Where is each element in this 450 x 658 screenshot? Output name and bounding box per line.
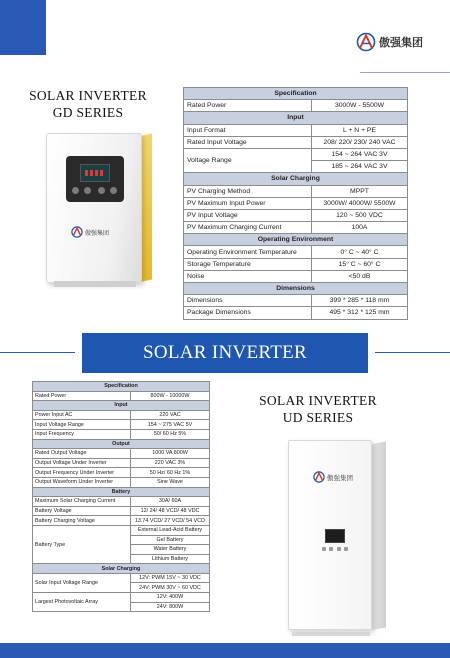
row-value: 50/ 60 Hz 5% [131, 429, 210, 439]
table-row [33, 458, 210, 468]
row-label: Battery Type [33, 525, 131, 563]
brand-name: 傲强集团 [379, 36, 423, 49]
row-value: Gel Battery [131, 535, 210, 545]
row-value: 185 ~ 264 VAC 3V [312, 161, 408, 173]
row-value: 208/ 220/ 230/ 240 VAC [312, 136, 408, 148]
table-row [184, 258, 408, 270]
table-row [33, 449, 210, 459]
gd-series-title [28, 87, 148, 121]
gd-spec-table [183, 87, 408, 320]
ud-title-line1: SOLAR INVERTER [259, 393, 377, 408]
row-value: 0° C ~ 40° C [312, 246, 408, 258]
row-label: Storage Temperature [184, 258, 312, 270]
banner-rule-left [0, 352, 75, 353]
row-value: 24V: PWM 30V ~ 60 VDC [131, 583, 210, 593]
ud-buttons [322, 547, 348, 551]
table-row [33, 497, 210, 507]
row-value: 3000W - 5500W [312, 100, 408, 112]
ud-base [292, 632, 370, 636]
gd-logo-icon [71, 226, 83, 238]
gd-base [54, 281, 136, 287]
row-value: 220 VAC 3% [131, 458, 210, 468]
row-label: Package Dimensions [184, 307, 312, 319]
table-row [33, 477, 210, 487]
row-value: 154 ~ 264 VAC 3V [312, 148, 408, 160]
footer-band [0, 643, 450, 658]
row-value: <50 dB [312, 270, 408, 282]
row-value: 12/ 24/ 48 VCD/ 48 VDC [131, 506, 210, 516]
ud-spec-table [32, 381, 210, 612]
row-label: Power Input AC [33, 410, 131, 420]
ud-display [325, 529, 345, 543]
row-label: Input Format [184, 124, 312, 136]
row-label: Output Waveform Under Inverter [33, 477, 131, 487]
row-value: 50 Hz/ 60 Hz 1% [131, 468, 210, 478]
corner-accent-block [0, 0, 46, 55]
brand-logo [356, 32, 423, 52]
table-row [184, 124, 408, 136]
row-value: 100A [312, 222, 408, 234]
row-label: Battery Voltage [33, 506, 131, 516]
table-row [33, 391, 210, 401]
table-row [33, 516, 210, 526]
table-row [184, 185, 408, 197]
row-label: Solar Input Voltage Range [33, 573, 131, 592]
table-row [184, 246, 408, 258]
spec-header-dimensions: Dimensions [184, 283, 408, 295]
table-row [184, 136, 408, 148]
table-row [33, 506, 210, 516]
spec-header-input: Input [33, 401, 210, 411]
row-value: 12V: PWM 15V ~ 30 VDC [131, 573, 210, 583]
row-value: 12V: 400W [131, 593, 210, 603]
row-value: 1000 VA 800W [131, 449, 210, 459]
gd-title-line2: GD SERIES [52, 105, 124, 120]
table-row [184, 209, 408, 221]
row-value: 399 * 285 * 118 mm [312, 295, 408, 307]
row-value: 15° C ~ 60° C [312, 258, 408, 270]
divider [360, 72, 450, 73]
solar-inverter-banner: SOLAR INVERTER [82, 333, 368, 373]
spec-header-input: Input [184, 112, 408, 124]
table-row [184, 307, 408, 319]
ud-button [322, 547, 326, 551]
row-label: Operating Environment Temperature [184, 246, 312, 258]
row-label: PV Charging Method [184, 185, 312, 197]
row-value: Water Battery [131, 545, 210, 555]
row-label: Battery Charging Voltage [33, 516, 131, 526]
row-label: Output Voltage Under Inverter [33, 458, 131, 468]
row-value: 13.74 VCD/ 27 VCD/ 54 VCD [131, 516, 210, 526]
ud-device-logo [313, 471, 353, 483]
row-label: PV Maximum Input Power [184, 197, 312, 209]
gd-button [98, 187, 105, 194]
spec-header-operating-environment: Operating Environment [184, 234, 408, 246]
ud-logo-icon [313, 471, 325, 483]
table-row [33, 468, 210, 478]
row-label: Rated Input Voltage [184, 136, 312, 148]
row-value: 220 VAC [131, 410, 210, 420]
table-row [184, 295, 408, 307]
ud-button [337, 547, 341, 551]
gd-device-brand: 傲强集团 [85, 229, 110, 237]
gd-control-panel [66, 156, 124, 202]
gd-inverter-image [46, 133, 156, 291]
ud-title-line2: UD SERIES [282, 410, 354, 425]
gd-button [110, 187, 117, 194]
row-label: Dimensions [184, 295, 312, 307]
row-value: 495 * 312 * 125 mm [312, 307, 408, 319]
row-value: 120 ~ 500 VDC [312, 209, 408, 221]
banner-rule-right [375, 352, 450, 353]
row-value: Sine Wave [131, 477, 210, 487]
table-row [33, 573, 210, 583]
gd-button [84, 187, 91, 194]
spec-header-output: Output [33, 439, 210, 449]
row-value: L + N + PE [312, 124, 408, 136]
row-value: 154 ~ 275 VAC 5V [131, 420, 210, 430]
ud-body [288, 440, 372, 630]
table-row [184, 270, 408, 282]
table-row [184, 197, 408, 209]
row-value: MPPT [312, 185, 408, 197]
ud-side-panel [372, 442, 386, 630]
table-row [33, 525, 210, 535]
ud-series-title [258, 392, 378, 426]
row-label: Output Frequency Under Inverter [33, 468, 131, 478]
gd-device-logo [71, 226, 109, 238]
row-value: External Lead-Acid Battery [131, 525, 210, 535]
row-label: PV Maximum Charging Current [184, 222, 312, 234]
table-row [184, 100, 408, 112]
row-label: Noise [184, 270, 312, 282]
row-label: Input Frequency [33, 429, 131, 439]
row-label: Input Voltage Range [33, 420, 131, 430]
row-value: 800W - 10000W [131, 391, 210, 401]
row-label: Maximum Solar Charging Current [33, 497, 131, 507]
brand-logo-icon [356, 32, 376, 52]
spec-header-specification: Specification [184, 88, 408, 100]
table-row [184, 148, 408, 160]
ud-button [344, 547, 348, 551]
gd-display [80, 164, 110, 182]
row-label: Largest Photovoltaic Array [33, 593, 131, 612]
gd-title-line1: SOLAR INVERTER [29, 88, 147, 103]
row-value: 30A/ 60A [131, 497, 210, 507]
row-label: Rated Output Voltage [33, 449, 131, 459]
row-value: 3000W/ 4000W/ 5500W [312, 197, 408, 209]
spec-header-specification: Specification [33, 382, 210, 392]
ud-inverter-image [284, 436, 394, 636]
table-row [33, 429, 210, 439]
row-value: Lithium Battery [131, 554, 210, 564]
table-row [33, 420, 210, 430]
spec-header-battery: Battery [33, 487, 210, 497]
table-row [184, 222, 408, 234]
spec-header-solar-charging: Solar Charging [184, 173, 408, 185]
table-row [33, 593, 210, 603]
table-row [33, 410, 210, 420]
ud-device-brand: 傲强集团 [327, 473, 353, 482]
gd-body [46, 133, 142, 283]
gd-button [72, 187, 79, 194]
row-label: Voltage Range [184, 148, 312, 172]
row-label: Rated Power [184, 100, 312, 112]
row-label: PV Input Voltage [184, 209, 312, 221]
spec-header-solar-charging: Solar Charging [33, 564, 210, 574]
row-label: Rated Power [33, 391, 131, 401]
ud-button [329, 547, 333, 551]
row-value: 24V: 800W [131, 602, 210, 612]
